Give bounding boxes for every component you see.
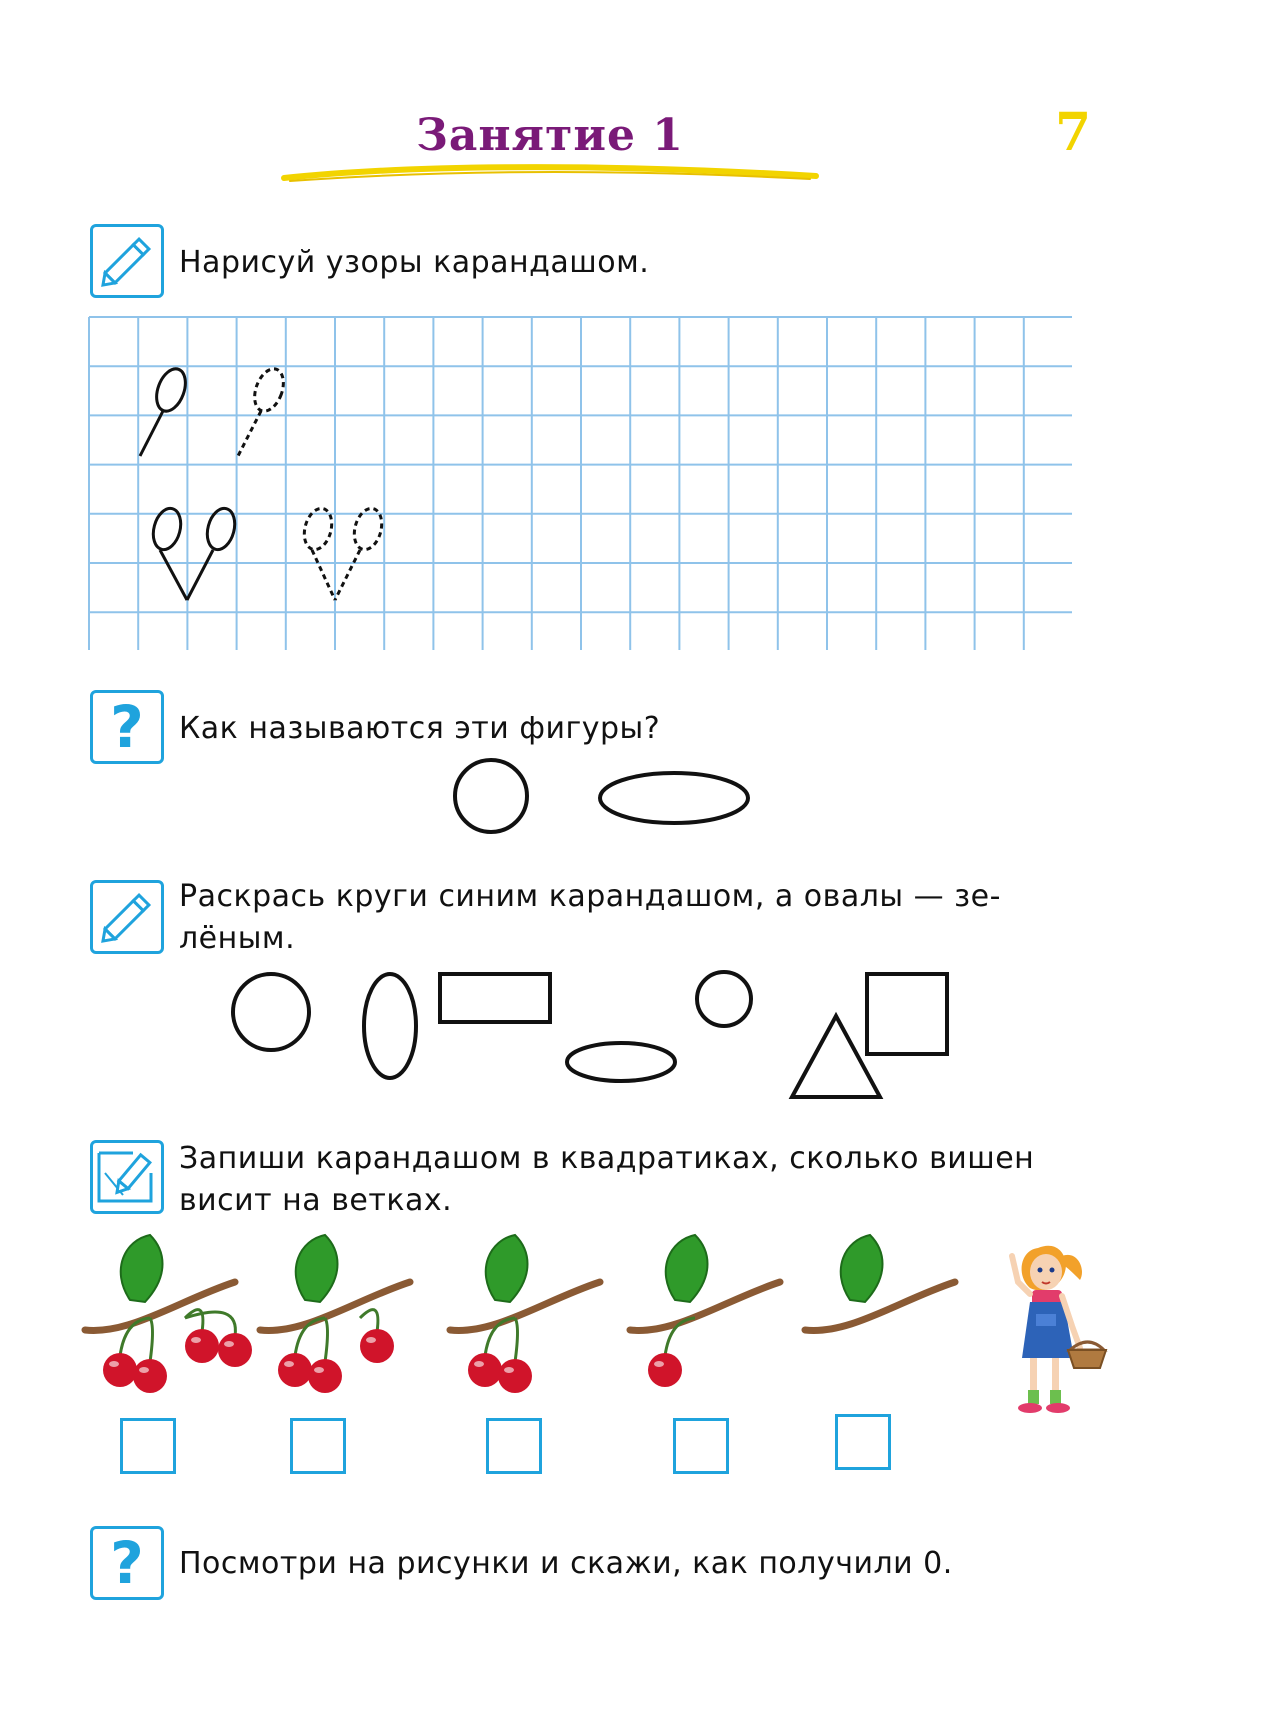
tracing-grid — [88, 316, 1072, 650]
circle-shape — [697, 972, 751, 1026]
cherry-branch — [630, 1235, 780, 1387]
task-3-line-1: Раскрась круги синим карандашом, а овалы — зе- — [179, 879, 1001, 914]
cherry — [648, 1353, 682, 1387]
cherry-branch — [450, 1235, 600, 1393]
answer-box-2[interactable] — [290, 1418, 346, 1474]
square-shape — [867, 974, 947, 1054]
leaf — [841, 1235, 883, 1302]
write-icon — [90, 1140, 164, 1214]
task-3-line-2: лёным. — [179, 921, 296, 956]
pencil-icon — [90, 224, 164, 298]
task-4-line-1: Запиши карандашом в квадратиках, сколько вишен — [179, 1141, 1035, 1176]
cherry-branch — [85, 1235, 252, 1393]
cherry-branches — [80, 1230, 1120, 1440]
task-1-text — [179, 242, 699, 284]
oval-shape — [567, 1043, 675, 1081]
cherry — [498, 1359, 532, 1393]
cherry — [308, 1359, 342, 1393]
girl-illustration — [1000, 1230, 1110, 1440]
page-number: 7 — [1055, 102, 1092, 163]
task-5-text — [179, 1543, 1049, 1585]
title-underline — [280, 160, 820, 190]
circle-shape — [455, 760, 527, 832]
answer-box-1[interactable] — [120, 1418, 176, 1474]
task-1-line-1: Нарисуй узоры карандашом. — [179, 245, 650, 280]
cherry-branch — [805, 1235, 955, 1330]
task-2-text — [179, 708, 719, 750]
leaf — [486, 1235, 528, 1302]
cherry-branch — [260, 1235, 410, 1393]
oval-shape — [364, 974, 416, 1078]
cherry — [133, 1359, 167, 1393]
task-5-line-1: Посмотри на рисунки и скажи, как получили 0. — [179, 1546, 953, 1581]
circle-shape — [233, 974, 309, 1050]
cherry — [468, 1353, 502, 1387]
task-4-text — [179, 1138, 1089, 1222]
shapes-to-color — [220, 960, 960, 1110]
traced-pattern — [140, 365, 386, 600]
answer-box-3[interactable] — [486, 1418, 542, 1474]
cherry — [185, 1329, 219, 1363]
question-icon: ? — [90, 1526, 164, 1600]
task-2-line-1: Как называются эти фигуры? — [179, 711, 661, 746]
task-4-line-2: висит на ветках. — [179, 1183, 453, 1218]
answer-box-4[interactable] — [673, 1418, 729, 1474]
cherry — [278, 1353, 312, 1387]
oval-shape — [600, 773, 748, 823]
rectangle-shape — [440, 974, 550, 1022]
cherry — [103, 1353, 137, 1387]
leaf — [121, 1235, 163, 1302]
lesson-title: Занятие 1 — [416, 110, 684, 161]
pencil-icon — [90, 880, 164, 954]
answer-box-5[interactable] — [835, 1414, 891, 1470]
question-icon: ? — [90, 690, 164, 764]
task-3-text — [179, 876, 1089, 960]
leaf — [296, 1235, 338, 1302]
cherry — [218, 1333, 252, 1367]
leaf — [666, 1235, 708, 1302]
circle-oval-figures — [440, 756, 760, 842]
cherry — [360, 1329, 394, 1363]
